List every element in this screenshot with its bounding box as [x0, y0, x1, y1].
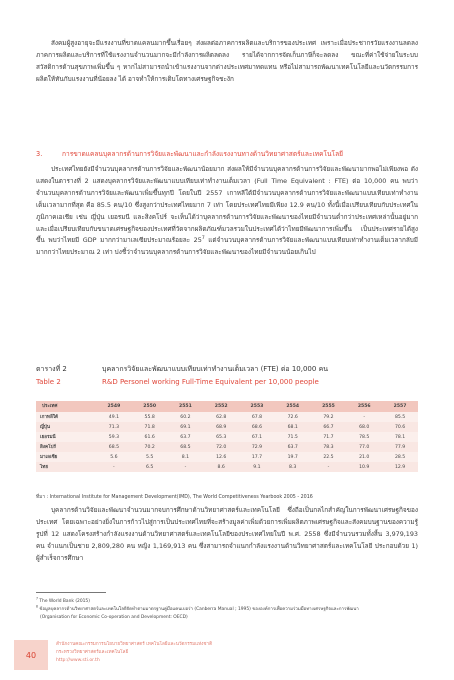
section-title: การขาดแคลนบุคลากรด้านการวิจัยและพัฒนาและกำลังแรงงานทางด้านวิทยาศาสตร์และเทคโนโลยี	[62, 150, 343, 158]
country-cell: เกาหลีใต้	[36, 412, 96, 422]
footnote	[36, 606, 426, 614]
value-cell: -	[311, 462, 347, 472]
column-header-year: 2557	[382, 401, 418, 412]
column-header-year: 2550	[132, 401, 168, 412]
page-number: 40	[14, 640, 48, 670]
table-label-english: Table 2	[36, 378, 61, 386]
section-heading	[36, 148, 426, 159]
footnote-divider	[36, 592, 106, 593]
value-cell: 67.1	[239, 432, 275, 442]
value-cell: 68.5	[96, 442, 132, 452]
value-cell: 77.9	[382, 442, 418, 452]
value-cell: 61.6	[132, 432, 168, 442]
column-header-year: 2555	[311, 401, 347, 412]
footnote-text: (Organisation for Economic Co-operation and Development: OECD)	[40, 615, 188, 620]
value-cell: 60.2	[168, 412, 204, 422]
country-cell: มาเลเซีย	[36, 452, 96, 462]
value-cell: 59.3	[96, 432, 132, 442]
footnote	[36, 614, 426, 622]
value-cell: 72.0	[203, 442, 239, 452]
value-cell: 72.9	[239, 442, 275, 452]
table-row	[36, 442, 418, 452]
value-cell: 28.5	[382, 452, 418, 462]
table-source: ที่มา : International Institute for Management Development(IMD), The World Competitiveness Yearbook 2005 - 2016	[36, 495, 313, 500]
value-cell: 69.1	[168, 422, 204, 432]
value-cell: 71.5	[275, 432, 311, 442]
value-cell: 78.3	[311, 442, 347, 452]
section-number: 3.	[36, 150, 43, 158]
value-cell: 19.7	[275, 452, 311, 462]
value-cell: 77.0	[346, 442, 382, 452]
table-row	[36, 432, 418, 442]
value-cell: 66.7	[311, 422, 347, 432]
value-cell: 8.1	[168, 452, 204, 462]
table-caption-thai	[36, 364, 328, 375]
value-cell: 79.2	[311, 412, 347, 422]
value-cell: 78.1	[382, 432, 418, 442]
country-cell: ญี่ปุ่น	[36, 422, 96, 432]
value-cell: 71.7	[311, 432, 347, 442]
value-cell: 12.9	[382, 462, 418, 472]
table-caption-english	[36, 378, 319, 386]
table-row	[36, 452, 418, 462]
footnote-mark: 7	[36, 596, 38, 601]
page-footer	[56, 641, 212, 666]
value-cell: 68.6	[239, 422, 275, 432]
value-cell: -	[96, 462, 132, 472]
table-header-row	[36, 401, 418, 412]
footnote-reference: 7	[201, 236, 205, 242]
value-cell: 70.6	[382, 422, 418, 432]
value-cell: 8.6	[203, 462, 239, 472]
rd-personnel-table	[36, 401, 418, 472]
value-cell: 65.3	[203, 432, 239, 442]
value-cell: 49.1	[96, 412, 132, 422]
column-header-year: 2556	[346, 401, 382, 412]
footnotes	[36, 598, 426, 622]
body-paragraph-2: บุคลากรด้านวิจัยและพัฒนาจำนวนมากจบการศึกษาด้านวิทยาศาสตร์และเทคโนโลยี ซึ่งถือเป็นกลไกสำคัญในการพัฒนาเศรษฐกิจของประเทศ โดยเฉพาะอย่างยิ่งในการก้าวไปสู่การเป็นประเทศไทยที่จะสร้างมูลค่าเพิ่มด้วยการเพิ่มผลิตภาพเศรษฐกิจและสังคมบนฐานของความรู้ รูปที่ 12 แสดงโครงสร้างกำลังแรงงานด้านวิทยาศาสตร์และเทคโนโลยีของประเทศไทยในปี พ.ศ. 2558 ซึ่งมีจำนวนรวมทั้งสิ้น 3,979,193 คน จำแนกเป็นชาย 2,809,280 คน หญิง 1,169,913 คน ซึ่งสามารถจำแนกกำลังแรงงานด้านวิทยาศาสตร์และเทคโนโลยี ประกอบด้วย 1) ผู้สำเร็จการศึกษา	[36, 506, 418, 562]
value-cell: 71.3	[96, 422, 132, 432]
value-cell: 12.6	[203, 452, 239, 462]
table-row	[36, 462, 418, 472]
column-header-year: 2552	[203, 401, 239, 412]
footer-line: สำนักงานคณะกรรมการนโยบายวิทยาศาสตร์ เทคโนโลยีและนวัตกรรมแห่งชาติ	[56, 642, 213, 647]
value-cell: 6.5	[132, 462, 168, 472]
value-cell: 63.7	[168, 432, 204, 442]
value-cell: 78.5	[346, 432, 382, 442]
value-cell: 70.2	[132, 442, 168, 452]
table-title-english: R&D Personel working Full-Time Equivalent per 10,000 people	[102, 378, 319, 386]
value-cell: 55.8	[132, 412, 168, 422]
value-cell: 17.7	[239, 452, 275, 462]
value-cell: 21.0	[346, 452, 382, 462]
footnote-text: ข้อมูลบุคลากรด้านวิทยาศาสตร์และเทคโนโลยีจัดทำตามมาตรฐานคู่มือแคนเบอร่า (Canberra Manual ; 1995) ขององค์การเพื่อความร่วมมือทางเศรษฐกิจและการพัฒนา	[39, 607, 359, 612]
column-header-country: ประเทศ	[36, 401, 96, 412]
footnote-mark: 8	[36, 604, 38, 609]
table-label-thai: ตารางที่ 2	[36, 365, 67, 373]
footer-line: กระทรวงวิทยาศาสตร์และเทคโนโลยี	[56, 650, 129, 656]
value-cell: 68.5	[168, 442, 204, 452]
value-cell: 9.1	[239, 462, 275, 472]
column-header-year: 2554	[275, 401, 311, 412]
column-header-year: 2553	[239, 401, 275, 412]
value-cell: 85.5	[382, 412, 418, 422]
footer-link[interactable]: http://www.sti.or.th	[56, 658, 100, 664]
value-cell: -	[346, 412, 382, 422]
table-body	[36, 412, 418, 472]
table-header	[36, 401, 418, 412]
column-header-year: 2551	[168, 401, 204, 412]
country-cell: ไทย	[36, 462, 96, 472]
country-cell: สิงคโปร์	[36, 442, 96, 452]
body-paragraph-1-text-end: แต่จำนวนบุคลากรด้านการวิจัยและพัฒนาแบบเทียบเท่าทำงานเต็มเวลากลับมีมากกว่าไทยประมาณ 2 เท่า บ่งชี้ว่าจำนวนบุคลากรด้านการวิจัยและพัฒนาของไทยมีจำนวนน้อยเกินไป	[36, 236, 418, 257]
footnote	[36, 598, 426, 606]
value-cell: 62.8	[203, 412, 239, 422]
table-title-thai: บุคลากรวิจัยและพัฒนาแบบเทียบเท่าทำงานเต็มเวลา (FTE) ต่อ 10,000 คน	[102, 365, 329, 373]
value-cell: 8.3	[275, 462, 311, 472]
intro-paragraph: สังคมผู้สูงอายุจะมีแรงงานที่ขาดแคลนมากขึ้นเรื่อยๆ ส่งผลต่อภาคการผลิตและบริการของประเทศ เพราะเมื่อประชากรวัยแรงงานลดลง ภาคการผลิตและบริการที่ใช้แรงงานจำนวนมากจะมีกำลังการผลิตลดลง รายได้จากการจัดเก็บภาษีก็จะลดลง ขณะที่ค่าใช้จ่ายในระบบสวัสดิการด้านสุขภาพเพิ่มขึ้น ๆ หากไม่สามารถนำเข้าแรงงานจากต่างประเทศมาทดแทน หรือไม่สามารถพัฒนาเทคโนโลยีและนวัตกรรมการผลิตให้ทันกับแรงงานที่น้อยลง ได้ อาจทำให้การเติบโตทางเศรษฐกิจชะงัก	[36, 39, 418, 83]
column-header-year: 2549	[96, 401, 132, 412]
value-cell: 5.6	[96, 452, 132, 462]
body-paragraph-1	[36, 164, 418, 259]
value-cell: 68.1	[275, 422, 311, 432]
country-cell: เยอรมนี	[36, 432, 96, 442]
body-paragraph-1-text: ประเทศไทยยังมีจำนวนบุคลากรด้านการวิจัยและพัฒนาน้อยมาก ส่งผลให้มีจำนวนบุคลากรด้านการวิจัยและพัฒนามากพอไม่เพียงพอ ดังแสดงในตารางที่ 2 แสดงบุคลากรวิจัยและพัฒนาแบบเทียบเท่าทำงานเต็มเวลา (Full Time Equivalent : FTE) ต่อ 10,000 คน พบว่าจำนวนบุคลากรด้านการวิจัยและพัฒนาเพิ่มขึ้นทุกปี โดยในปี 2557 เกาหลีใต้มีจำนวนบุคลากรด้านการวิจัยและพัฒนาแบบเทียบเท่าทำงานเต็มเวลามากที่สุด คือ 85.5 คน/10 ซึ่งสูงกว่าประเทศไทยมาก 7 เท่า โดยประเทศไทยมีเพียง 12.9 คน/10 ทั้งนี้เมื่อเปรียบเทียบกับประเทศในภูมิภาคเอเชีย เช่น ญี่ปุ่น เยอรมนี และสิงคโปร์ จะเห็นได้ว่าบุคลากรด้านการวิจัยและพัฒนาของไทยมีจำนวนต่ำกว่าประเทศเหล่านั้นอยู่มาก และเมื่อเปรียบเทียบกับขนาดเศรษฐกิจของประเทศที่วัดจากผลิตภัณฑ์มวลรวมในประเทศได้ว่าไทยมีพัฒนาการเพิ่มขึ้น เป็นประเทศรายได้สูงขึ้น พบว่าไทยมี GDP มากกว่ามาเลเซียประมาณร้อยละ 25	[36, 165, 418, 245]
value-cell: 63.7	[275, 442, 311, 452]
footnote-text: The World Bank (2015)	[39, 599, 90, 604]
value-cell: 72.6	[275, 412, 311, 422]
value-cell: 67.8	[239, 412, 275, 422]
value-cell: -	[168, 462, 204, 472]
value-cell: 22.5	[311, 452, 347, 462]
value-cell: 68.9	[203, 422, 239, 432]
value-cell: 68.0	[346, 422, 382, 432]
value-cell: 71.8	[132, 422, 168, 432]
value-cell: 10.9	[346, 462, 382, 472]
table-row	[36, 412, 418, 422]
table-row	[36, 422, 418, 432]
value-cell: 5.5	[132, 452, 168, 462]
